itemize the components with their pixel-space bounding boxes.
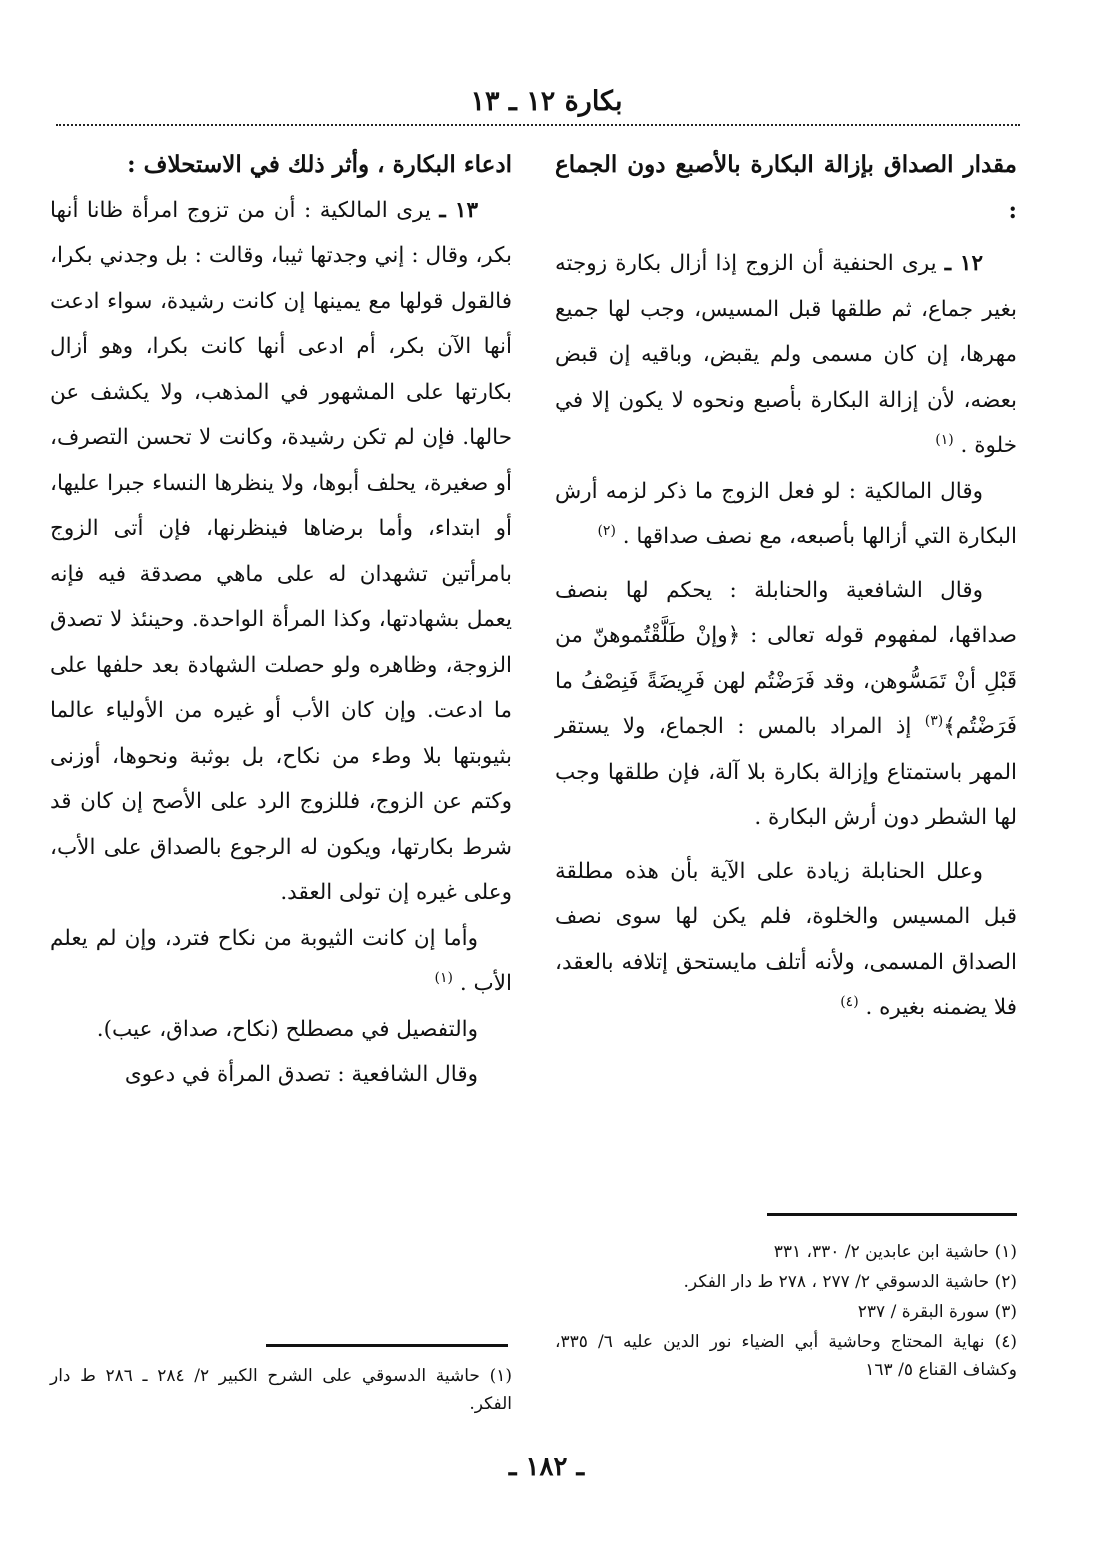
footnote-ref: (١) (434, 969, 453, 986)
paragraph-text: وقال الشافعية والحنابلة : يحكم لها بنصف صداقها، لمفهوم قوله تعالى : ﴿وإنْ طَلَّقْتُموهنّ من قَبْلِ أنْ تَمَسُّوهن، وقد فَرَضْتُم لهن فَرِيضَةً فَنِصْفُ ما فَرَضْتُم﴾ (555, 577, 1017, 739)
paragraph-text: يرى المالكية : أن من تزوج امرأة ظانا أنها بكر، وقال : إني وجدتها ثيبا، وقالت : بل وجدني بكرا، فالقول قولها مع يمينها إن كانت رشيدة، سواء ادعت أنها الآن بكر، أم ادعى أنها كانت بكرا، وهو أزال بكارتها على المشهور في المذهب، ولا يكشف عن حالها. فإن لم تكن رشيدة، وكانت لا تحسن التصرف، أو صغيرة، يحلف أبوها، ولا ينظرها النساء جبرا عليها، أو ابتداء، وأما برضاها فينظرنها، فإن أتى الزوج بامرأتين تشهدان له على ماهي مصدقة فيه فإنه يعمل بشهادتها، وكذا المرأة الواحدة. وحينئذ لا تصدق الزوجة، وظاهره ولو حصلت الشهادة بعد حلفها على ما ادعت. وإن كان الأب أو غيره من الأولياء عالما بثيوبتها بلا وطء من نكاح، بل بوثبة ونحوها، أوزنى وكتم عن الزوج، فللزوج الرد على الأصح إن كان قد شرط بكارتها، ويكون له الرجوع بالصداق على الأب، وعلى غيره إن تولى العقد. (50, 197, 512, 905)
paragraph-text: وقال المالكية : لو فعل الزوج ما ذكر لزمه أرش البكارة التي أزالها بأصبعه، مع نصف صداقها . (555, 478, 1017, 549)
paragraph-text: إذ المراد بالمس : الجماع، ولا يستقر المهر باستمتاع وإزالة بكارة بلا آلة، فإن طلقها وجب لها الشطر دون أرش البكارة . (555, 714, 1017, 830)
header-dotted-rule (56, 124, 1020, 126)
footnote: (٢) حاشية الدسوقي ٢/ ٢٧٧ ، ٢٧٨ ط دار الفكر. (683, 1272, 1017, 1292)
footnote: (١) حاشية ابن عابدين ٢/ ٣٣٠، ٣٣١ (773, 1242, 1017, 1262)
paragraph-12 (555, 241, 1017, 469)
footnote: (٣) سورة البقرة / ٢٣٧ (857, 1302, 1017, 1322)
footnote: (١) حاشية الدسوقي على الشرح الكبير ٢/ ٢٨٤ ـ ٢٨٦ ط دار الفكر. (50, 1366, 512, 1414)
paragraph-hanabila (555, 849, 1017, 1031)
right-column (555, 142, 1017, 1031)
running-head: بكارة ١٢ ـ ١٣ (470, 86, 623, 117)
footnote: (٤) نهاية المحتاج وحاشية أبي الضياء نور الدين عليه ٦/ ٣٣٥، وكشاف القناع ٥/ ١٦٣ (555, 1332, 1018, 1380)
footnote-ref: (١) (935, 431, 954, 448)
section-heading-12: مقدار الصداق بإزالة البكارة بالأصبع دون الجماع : (555, 151, 1017, 224)
footnote-separator-left (266, 1344, 508, 1347)
paragraph-shafiiyya (555, 568, 1017, 841)
paragraph-malikiyya (555, 469, 1017, 560)
footnotes-right (555, 1238, 1017, 1386)
paragraph-shafiiyya-claim: وقال الشافعية : تصدق المرأة في دعوى (124, 1062, 478, 1087)
footnote-ref: (٣) (924, 712, 944, 729)
paragraph-number: ١٣ ـ (439, 197, 478, 223)
left-column (50, 142, 512, 1098)
footnote-ref: (٤) (840, 993, 859, 1010)
section-heading-13: ادعاء البكارة ، وأثر ذلك في الاستحلاف : (127, 151, 512, 178)
paragraph-text: وعلل الحنابلة زيادة على الآية بأن هذه مطلقة قبل المسيس والخلوة، فلم يكن لها سوى نصف الصداق المسمى، ولأنه أتلف مايستحق إتلافه بالعقد، فلا يضمنه بغيره . (555, 858, 1017, 1020)
paragraph-text: يرى الحنفية أن الزوج إذا أزال بكارة زوجته بغير جماع، ثم طلقها قبل المسيس، وجب لها جميع مهرها، إن كان مسمى ولم يقبض، وباقيه إن قبض بعضه، لأن إزالة البكارة بأصبع ونحوه لا يكون إلا في خلوة . (555, 251, 1017, 458)
page-number: ـ ١٨٢ ـ (508, 1452, 585, 1482)
paragraph-13 (50, 188, 512, 916)
paragraph-number: ١٢ ـ (944, 251, 983, 276)
paragraph-thuyuba (50, 916, 512, 1007)
footnotes-left (50, 1362, 512, 1420)
footnote-separator-right (767, 1213, 1017, 1216)
footnote-ref: (٢) (597, 522, 616, 539)
paragraph-text: وأما إن كانت الثيوبة من نكاح فترد، وإن لم يعلم الأب . (50, 925, 512, 996)
paragraph-tafsil: والتفصيل في مصطلح (نكاح، صداق، عيب). (96, 1016, 478, 1042)
